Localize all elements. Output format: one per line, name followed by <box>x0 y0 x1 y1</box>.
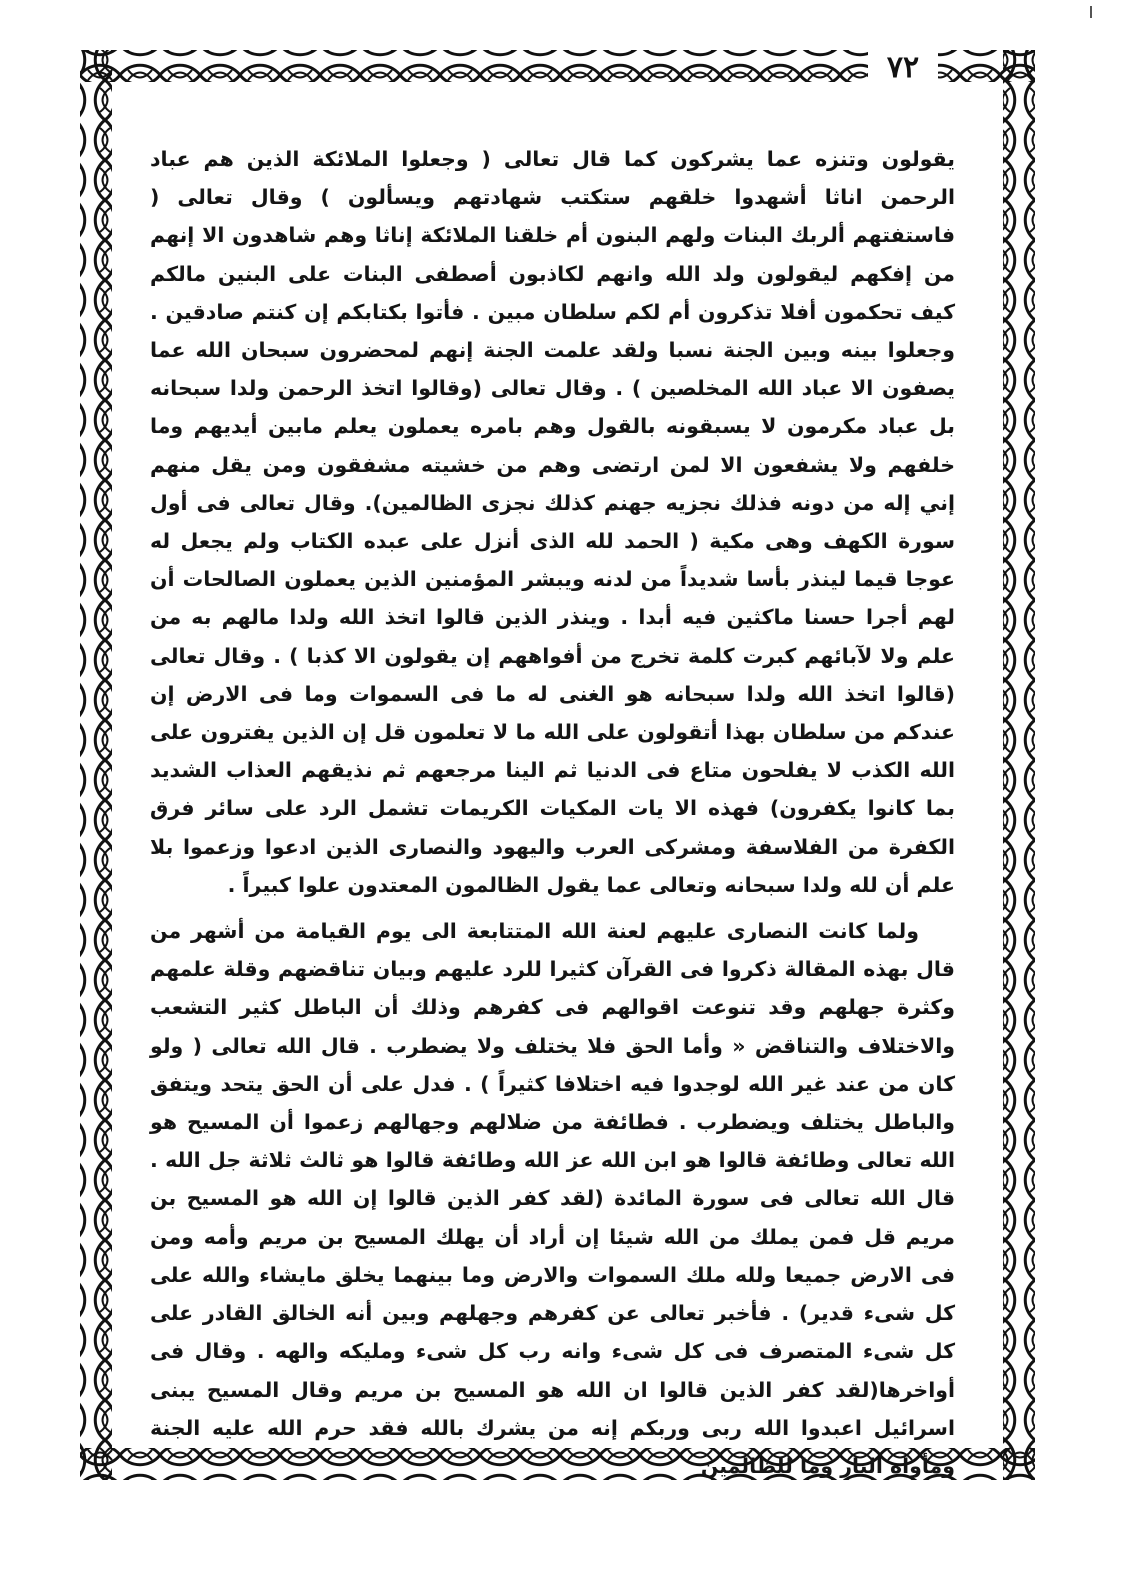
page-number: ٧٢ <box>868 48 938 88</box>
border-right <box>1003 50 1035 1480</box>
paragraph-1: يقولون وتنزه عما يشركون كما قال تعالى ( وجعلوا الملائكة الذين هم عباد الرحمن اناثا أشهدوا خلقهم ستكتب شهادتهم ويسألون ) وقال تعالى ( فاستفتهم ألربك البنات ولهم البنون أم خلقنا الملائكة إناثا وهم شاهدون الا إنهم من إفكهم ليقولون ولد الله وانهم لكاذبون أصطفى البنات على البنين مالكم كيف تحكمون أفلا تذكرون أم لكم سلطان مبين . فأتوا بكتابكم إن كنتم صادقين . وجعلوا بينه وبين الجنة نسبا ولقد علمت الجنة إنهم لمحضرون سبحان الله عما يصفون الا عباد الله المخلصين ) . وقال تعالى (وقالوا اتخذ الرحمن ولدا سبحانه بل عباد مكرمون لا يسبقونه بالقول وهم بامره يعملون يعلم مابين أيديهم وما خلفهم ولا يشفعون الا لمن ارتضى وهم من خشيته مشفقون ومن يقل منهم إني إله من دونه فذلك نجزيه جهنم كذلك نجزى الظالمين). وقال تعالى فى أول سورة الكهف وهى مكية ( الحمد لله الذى أنزل على عبده الكتاب ولم يجعل له عوجا قيما لينذر بأسا شديداً من لدنه ويبشر المؤمنين الذين يعملون الصالحات أن لهم أجرا حسنا ماكثين فيه أبدا . وينذر الذين قالوا اتخذ الله ولدا مالهم به من علم ولا لآبائهم كبرت كلمة تخرج من أفواههم إن يقولون الا كذبا ) . وقال تعالى (قالوا اتخذ الله ولدا سبحانه هو الغنى له ما فى السموات وما فى الارض إن عندكم من سلطان بهذا أتقولون على الله ما لا تعلمون قل إن الذين يفترون على الله الكذب لا يفلحون متاع فى الدنيا ثم الينا مرجعهم ثم نذيقهم العذاب الشديد بما كانوا يكفرون) فهذه الا يات المكيات الكريمات تشمل الرد على سائر فرق الكفرة من الفلاسفة ومشركى العرب واليهود والنصارى الذين ادعوا وزعموا بلا علم أن لله ولدا سبحانه وتعالى عما يقول الظالمون المعتدون علوا كبيراً . <box>150 147 955 897</box>
border-left <box>80 50 112 1480</box>
main-text <box>150 140 955 1478</box>
paragraph-2: ولما كانت النصارى عليهم لعنة الله المتتابعة الى يوم القيامة من أشهر من قال بهذه المقالة ذكروا فى القرآن كثيرا للرد عليهم وبيان تناقضهم وقلة علمهم وكثرة جهلهم وقد تنوعت اقوالهم فى كفرهم وذلك أن الباطل كثير التشعب والاختلاف والتناقض « وأما الحق فلا يختلف ولا يضطرب . قال الله تعالى ( ولو كان من عند غير الله لوجدوا فيه اختلافا كثيراً ) . فدل على أن الحق يتحد ويتفق والباطل يختلف ويضطرب . فطائفة من ضلالهم وجهالهم زعموا أن المسيح هو الله تعالى وطائفة قالوا هو ابن الله عز الله وطائفة قالوا هو ثالث ثلاثة جل الله . قال الله تعالى فى سورة المائدة (لقد كفر الذين قالوا إن الله هو المسيح بن مريم قل فمن يملك من الله شيئا إن أراد أن يهلك المسيح بن مريم وأمه ومن فى الارض جميعا ولله ملك السموات والارض وما بينهما يخلق مايشاء والله على كل شىء قدير) . فأخبر تعالى عن كفرهم وجهلهم وبين أنه الخالق القادر على كل شىء المتصرف فى كل شىء وانه رب كل شىء ومليكه والهه . وقال فى أواخرها(لقد كفر الذين قالوا ان الله هو المسيح بن مريم وقال المسيح يبنى اسرائيل اعبدوا الله ربى وربكم إنه من يشرك بالله فقد حرم الله عليه الجنة ومأواه النار وما للظالمين <box>150 919 955 1478</box>
scan-mark <box>1090 6 1092 18</box>
